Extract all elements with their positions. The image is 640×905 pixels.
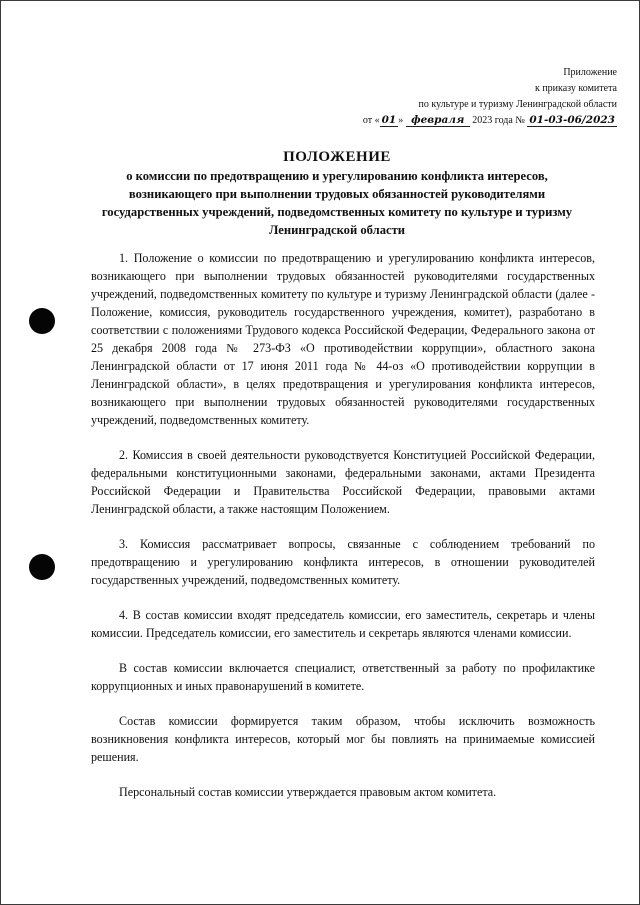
paragraph-2: 2. Комиссия в своей деятельности руководствуется Конституцией Российской Федерации, федеральными конституционными законами, федеральными законами, актами Президента Российской Федерации и Правительства Российской Федерации, правовыми актами Ленинградской области, а также настоящим Положением. — [91, 448, 595, 516]
order-number-handwritten: 01-03-06/2023 — [529, 114, 615, 126]
annex-date-line — [287, 113, 617, 129]
document-subtitle: о комиссии по предотвращению и урегулированию конфликта интересов, возникающего при выполнении трудовых обязанностей руководителями государственных учреждений, подведомственных комитету по культуре и туризму Ленинградской области — [101, 169, 573, 237]
paragraph-1: 1. Положение о комиссии по предотвращению и урегулированию конфликта интересов, возникающего при выполнении трудовых обязанностей руководителями государственных учреждений, подведомственных комитету по культуре и туризму Ленинградской области (далее - Положение, комиссия, руководитель государственного учреждения, комитет), разработано в соответствии с положениями Трудового кодекса Российской Федерации, Федерального закона от 25 декабря 2008 года № 273-ФЗ «О противодействии коррупции», областного закона Ленинградской области от 17 июня 2011 года № 44-оз «О противодействии коррупции в Ленинградской области», в целях предотвращения и урегулирования конфликта интересов, возникающего при выполнении трудовых обязанностей руководителями государственных учреждений, подведомственных комитету. — [91, 251, 595, 427]
annex-block — [287, 65, 617, 129]
date-month-handwritten: февраля — [406, 114, 470, 127]
paragraph-3: 3. Комиссия рассматривает вопросы, связанные с соблюдением требований по предотвращению и урегулированию конфликта интересов, в отношении руководителей государственных учреждений, подведомственных комитету. — [91, 537, 595, 587]
annex-order-ref: к приказу комитета — [534, 83, 617, 94]
annex-label: Приложение — [563, 67, 617, 78]
document-body — [91, 249, 595, 818]
date-sep: » — [398, 115, 404, 126]
paragraph-7: Персональный состав комиссии утверждается правовым актом комитета. — [119, 785, 497, 799]
annex-committee: по культуре и туризму Ленинградской области — [418, 99, 617, 110]
paragraph-4: 4. В состав комиссии входят председатель комиссии, его заместитель, секретарь и члены комиссии. Председатель комиссии, его заместитель и секретарь являются членами комиссии. — [91, 608, 595, 640]
date-day-handwritten: 01 — [381, 114, 397, 126]
document-title: ПОЛОЖЕНИЕ — [283, 149, 391, 165]
date-year: 2023 года № — [472, 115, 525, 126]
document-heading — [87, 147, 587, 239]
punch-hole-upper — [29, 308, 55, 334]
date-prefix: от « — [362, 115, 380, 126]
paragraph-5: В состав комиссии включается специалист, ответственный за работу по профилактике коррупционных и иных правонарушений в комитете. — [91, 661, 595, 693]
paragraph-6: Состав комиссии формируется таким образом, чтобы исключить возможность возникновения конфликта интересов, который мог бы повлиять на принимаемые комиссией решения. — [91, 714, 595, 764]
punch-hole-lower — [29, 554, 55, 580]
